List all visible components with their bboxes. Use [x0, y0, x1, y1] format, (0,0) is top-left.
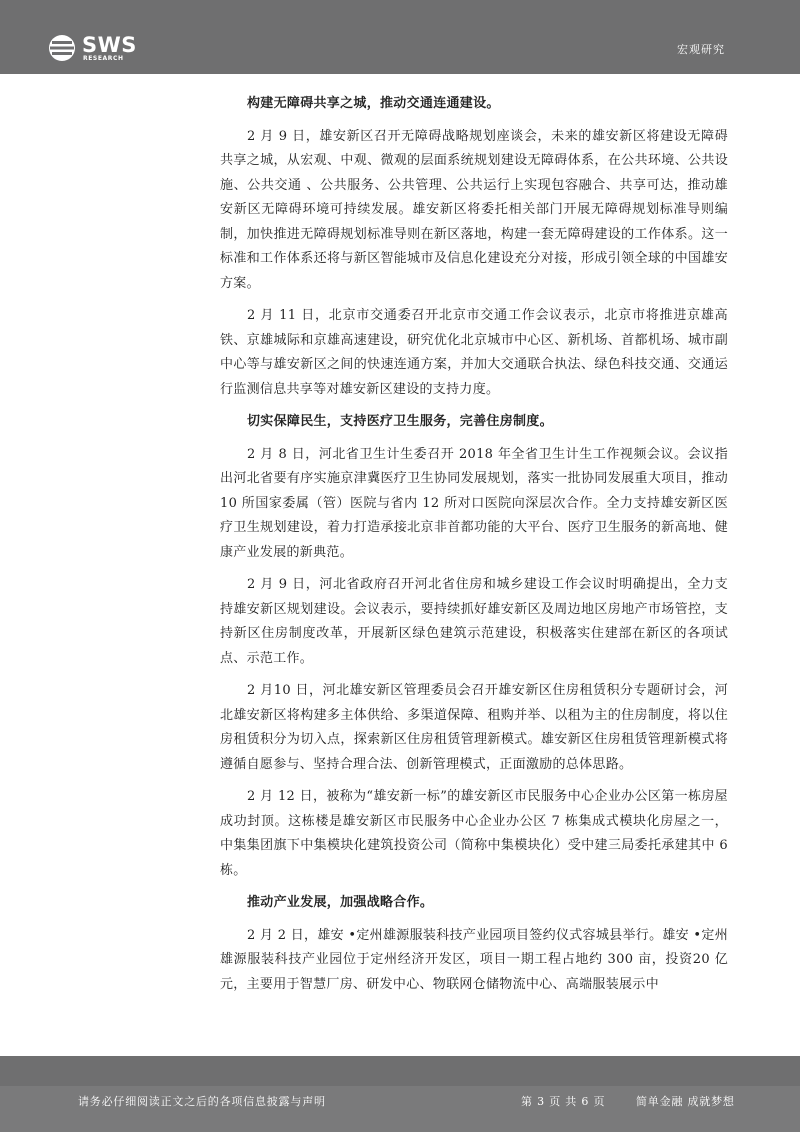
- document-body: [220, 92, 728, 997]
- logo-subtext: RESEARCH: [83, 55, 124, 62]
- body-paragraph: 2 月10 日，河北雄安新区管理委员会召开雄安新区住房租赁积分专题研讨会，河北雄安新区将构建多主体供给、多渠道保障、租购并举、以租为主的住房制度，将以住房租赁积分为切入点，探索新区住房租赁管理新模式。雄安新区住房租赁管理新模式将遵循自愿参与、坚持合理合法、创新管理模式，正面激励的总体思路。: [220, 683, 728, 772]
- section-label: 宏观研究: [677, 43, 725, 56]
- page-header: [0, 0, 800, 74]
- logo-text: SWS: [82, 33, 137, 57]
- body-paragraph: 2 月 9 日，雄安新区召开无障碍战略规划座谈会，未来的雄安新区将建设无障碍共享之城，从宏观、中观、微观的层面系统规划建设无障碍体系，在公共环境、公共设施、公共交通 、公共服务、公共管理、公共运行上实现包容融合、共享可达，推动雄安新区无障碍环境可持续发展。雄安新区将委托相关部门开展无障碍规划标准导则编制，加快推进无障碍规划标准导则在新区落地，构建一套无障碍建设的工作体系。这一标准和工作体系还将与新区智能城市及信息化建设充分对接，形成引领全球的中国雄安方案。: [220, 128, 728, 291]
- sws-logo: [48, 34, 168, 64]
- footer-slogan: 简单金融 成就梦想: [636, 1095, 735, 1108]
- body-paragraph: 2 月 12 日，被称为“雄安新一标”的雄安新区市民服务中心企业办公区第一栋房屋成功封顶。这栋楼是雄安新区市民服务中心企业办公区 7 栋集成式模块化房屋之一，中集集团旗下中集模块化建筑投资公司（简称中集模块化）受中建三局委托承建其中 6 栋。: [220, 789, 728, 878]
- section-heading: 构建无障碍共享之城，推动交通连通建设。: [247, 96, 500, 111]
- section-heading: 切实保障民生，支持医疗卫生服务，完善住房制度。: [247, 414, 553, 429]
- body-paragraph: 2 月 9 日，河北省政府召开河北省住房和城乡建设工作会议时明确提出，全力支持雄安新区规划建设。会议表示，要持续抓好雄安新区及周边地区房地产市场管控，支持新区住房制度改革，开展新区绿色建筑示范建设，积极落实住建部在新区的各项试点、示范工作。: [220, 577, 728, 666]
- footer-disclaimer: 请务必仔细阅读正文之后的各项信息披露与声明: [78, 1095, 326, 1108]
- body-paragraph: 2 月 2 日，雄安 •定州雄源服装科技产业园项目签约仪式容城县举行。雄安 •定州雄源服装科技产业园位于定州经济开发区，项目一期工程占地约 300 亩，投资20 亿元，主要用于智慧厂房、研发中心、物联网仓储物流中心、高端服装展示中: [220, 927, 728, 992]
- page-number: 第 3 页 共 6 页: [521, 1095, 606, 1108]
- section-heading: 推动产业发展，加强战略合作。: [247, 895, 434, 910]
- body-paragraph: 2 月 8 日，河北省卫生计生委召开 2018 年全省卫生计生工作视频会议。会议指出河北省要有序实施京津冀医疗卫生协同发展规划，落实一批协同发展重大项目，推动 10 所国家委属（管）医院与省内 12 所对口医院向深层次合作。全力支持雄安新区医疗卫生规划建设，着力打造承接北京非首都功能的大平台、医疗卫生服务的新高地、健康产业发展的新典范。: [220, 446, 728, 560]
- body-paragraph: 2 月 11 日，北京市交通委召开北京市交通工作会议表示，北京市将推进京雄高铁、京雄城际和京雄高速建设，研究优化北京城市中心区、新机场、首都机场、城市副中心等与雄安新区之间的快速连通方案，并加大交通联合执法、绿色科技交通、交通运行监测信息共享等对雄安新区建设的支持力度。: [220, 308, 728, 397]
- sws-logo-icon: [48, 34, 76, 62]
